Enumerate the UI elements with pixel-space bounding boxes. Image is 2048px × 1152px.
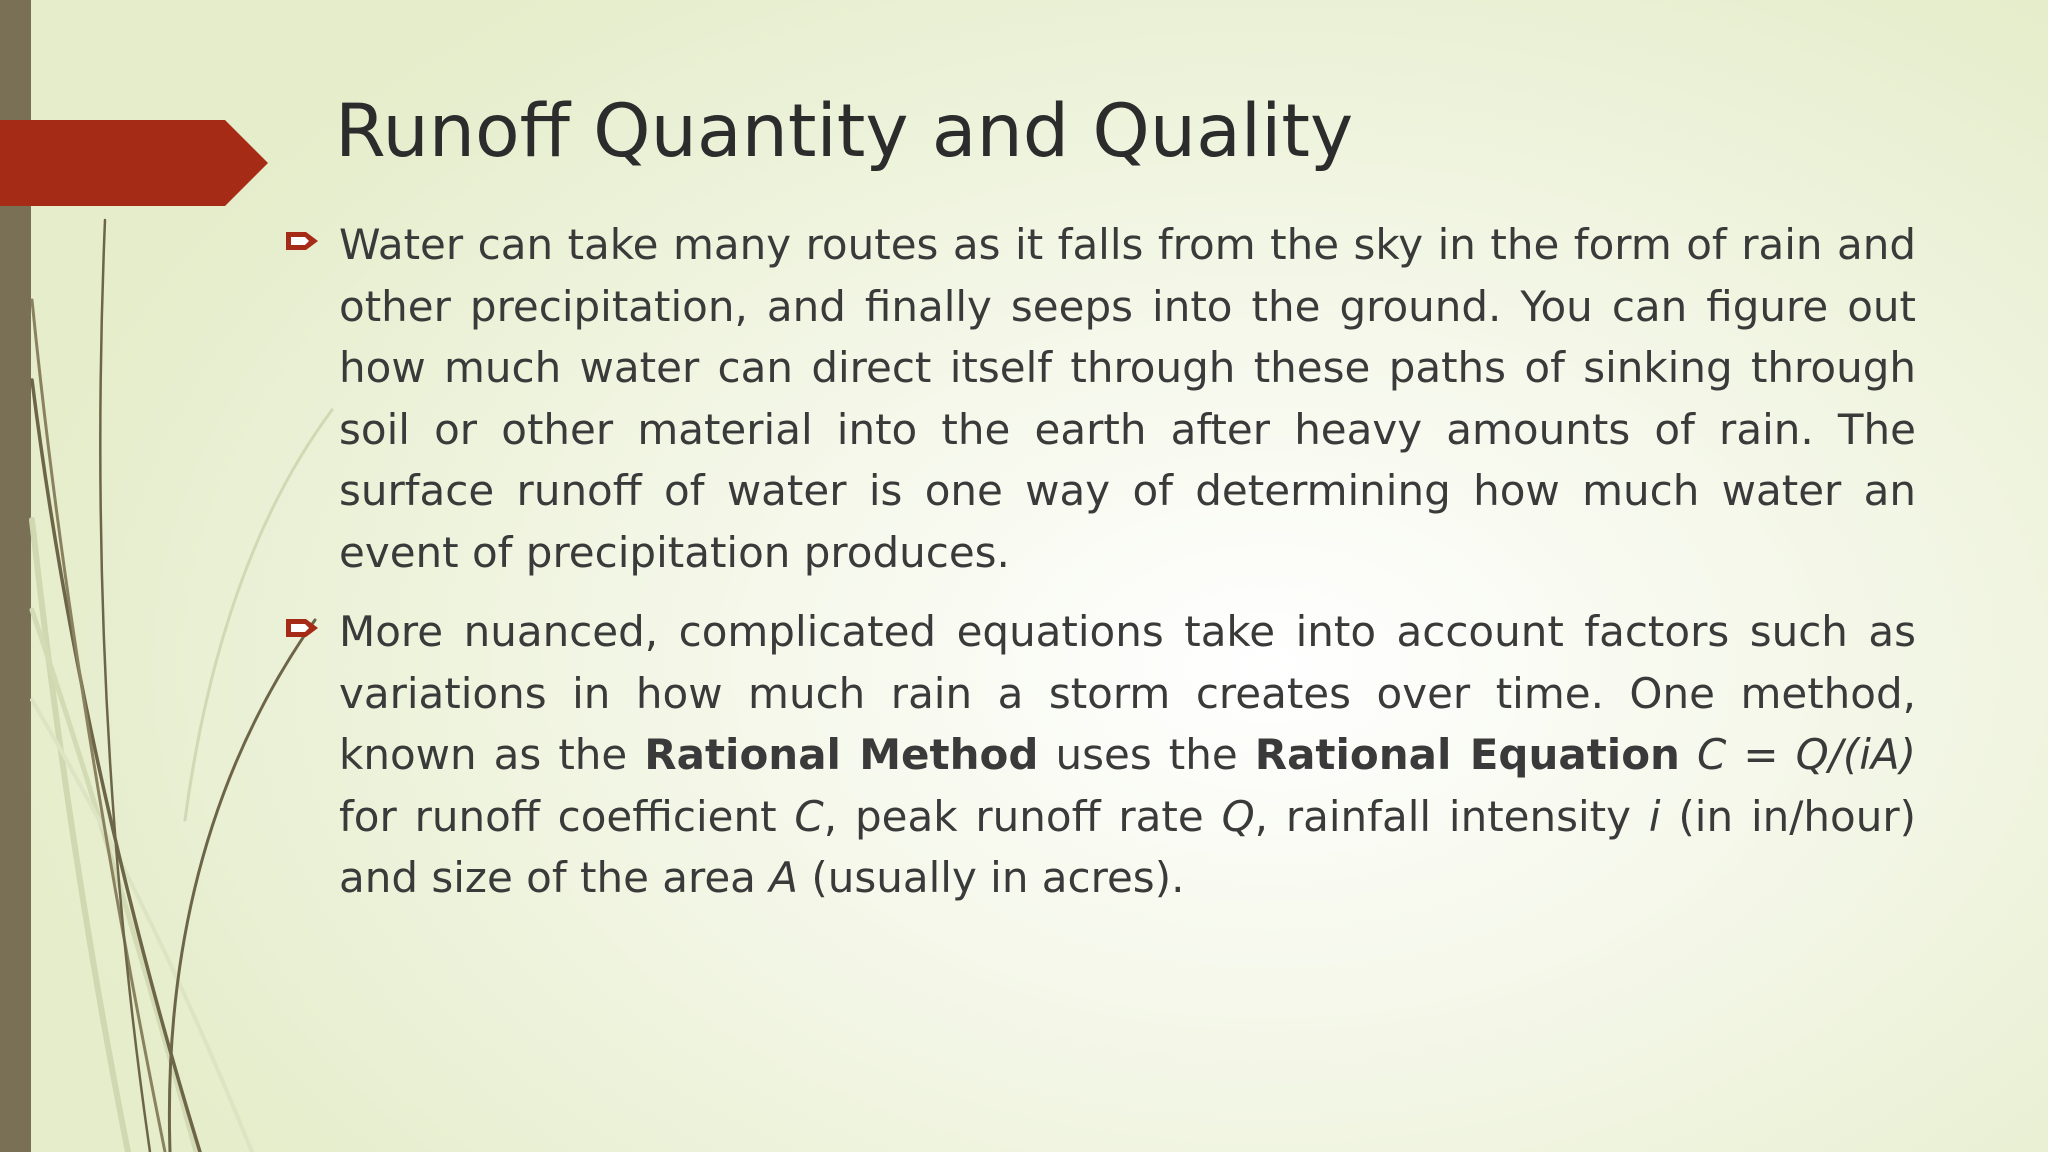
bullet-2-text: , peak runoff rate	[823, 791, 1222, 841]
bullet-2-text: , rainfall intensity	[1254, 791, 1649, 841]
red-arrow-bullet-icon	[284, 617, 320, 639]
bullet-2-text	[1680, 730, 1697, 779]
bullet-list	[284, 214, 1916, 927]
bullet-item-2	[284, 601, 1916, 909]
variable-a: A	[769, 853, 799, 902]
bullet-item-1	[284, 214, 1916, 583]
slide-title: Runoff Quantity and Quality	[335, 89, 1354, 174]
rational-equation-term: Rational Equation	[1254, 730, 1680, 779]
bullet-2-text: More nuanced, complicated equations take into account factors such as variations in how much rain a storm creates over time. One method, known as the	[339, 607, 1916, 779]
rational-equation-formula: C = Q/(iA)	[1697, 730, 1916, 779]
variable-i: i	[1648, 791, 1661, 841]
bullet-2-text: (usually in acres).	[798, 853, 1185, 902]
rational-method-term: Rational Method	[644, 730, 1039, 779]
bullet-2-text: uses the	[1038, 730, 1255, 779]
variable-c: C	[794, 791, 824, 841]
title-marker-arrow	[0, 120, 270, 206]
bullet-2-text: (in in/hour) and size of the area	[339, 791, 1916, 902]
bullet-2-text: for runoff coefficient	[339, 791, 795, 841]
bullet-text-1: Water can take many routes as it falls from the sky in the form of rain and other precipitation, and finally seeps into the ground. You can figure out how much water can direct itself through these paths of sinking through soil or other material into the earth after heavy amounts of rain. The surface runoff of water is one way of determining how much water an event of precipitation produces.	[339, 220, 1916, 577]
red-arrow-bullet-icon	[284, 230, 320, 252]
variable-q: Q	[1221, 791, 1255, 841]
